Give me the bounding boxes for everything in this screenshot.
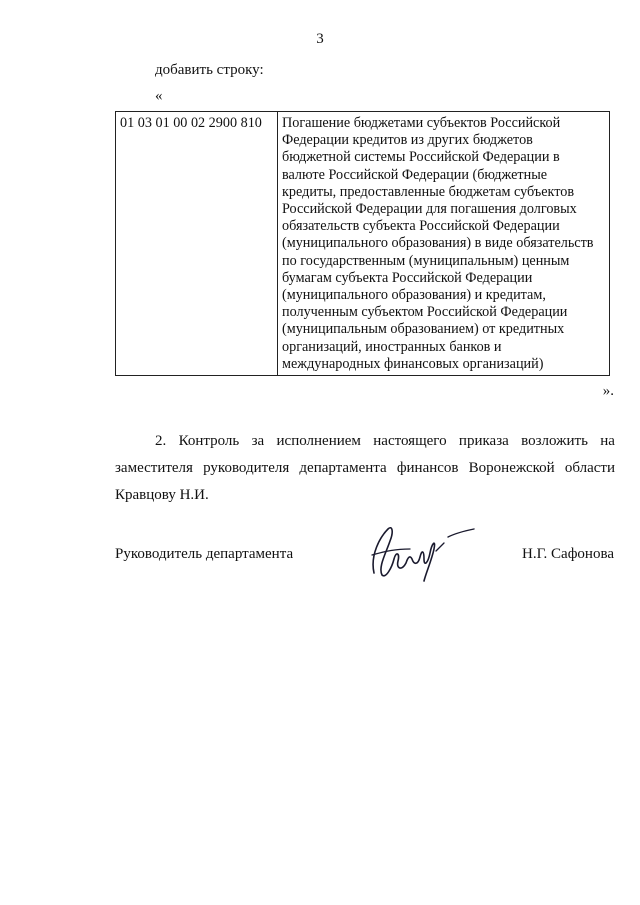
description-line: (муниципальным образованием) от кредитных <box>282 321 565 338</box>
paragraph-word: за <box>251 433 265 449</box>
description-line: (муниципального образования) и кредитам, <box>282 287 546 304</box>
paragraph-word: департамента <box>299 460 387 476</box>
description-line: обязательств субъекта Российской Федерации <box>282 218 560 235</box>
paragraph-line <box>115 455 615 482</box>
paragraph-word: Кравцову Н.И. <box>115 487 209 503</box>
paragraph-word: на <box>600 433 615 449</box>
paragraph-word: руководителя <box>203 460 290 476</box>
description-line: бумагам субъекта Российской Федерации <box>282 269 533 286</box>
order-paragraph <box>115 428 615 509</box>
paragraph-line <box>115 482 615 509</box>
signatory-title: Руководитель департамента <box>115 546 294 562</box>
intro-text: добавить строку: <box>155 62 264 78</box>
description-line: по государственным (муниципальным) ценным <box>282 252 570 269</box>
description-line: бюджетной системы Российской Федерации в <box>282 149 560 166</box>
paragraph-word: 2. <box>155 433 167 449</box>
description-line: (муниципального образования) в виде обязательств <box>282 235 594 252</box>
table-row <box>116 112 610 376</box>
paragraph-word: приказа <box>458 433 509 449</box>
budget-code-cell: 01 03 01 00 02 2900 810 <box>116 112 278 376</box>
paragraph-line <box>115 428 615 455</box>
budget-description-cell <box>278 112 610 376</box>
paragraph-word: исполнением <box>276 433 361 449</box>
paragraph-word: финансов <box>396 460 459 476</box>
signatory-name: Н.Г. Сафонова <box>521 546 614 562</box>
paragraph-word: области <box>564 460 615 476</box>
description-line: валюте Российской Федерации (бюджетные <box>282 166 548 183</box>
budget-code-table <box>115 111 610 376</box>
paragraph-word: заместителя <box>115 460 193 476</box>
closing-quote: ». <box>602 383 614 399</box>
description-line: полученным субъектом Российской Федерации <box>282 304 568 321</box>
description-line: Российской Федерации для погашения долговых <box>282 201 577 218</box>
paragraph-word: возложить <box>521 433 588 449</box>
description-line: Погашение бюджетами субъектов Российской <box>282 115 561 131</box>
description-line: Федерации кредитов из других бюджетов <box>282 132 533 149</box>
paragraph-word: Контроль <box>178 433 240 449</box>
description-line: организаций, иностранных банков и <box>282 338 502 355</box>
handwritten-signature <box>366 515 476 585</box>
description-line: кредиты, предоставленные бюджетам субъектов <box>282 183 575 200</box>
description-line: международных финансовых организаций) <box>282 355 544 372</box>
paragraph-word: Воронежской <box>468 460 555 476</box>
page-number: 3 <box>316 31 324 47</box>
opening-quote: « <box>155 88 163 104</box>
paragraph-word: настоящего <box>373 433 447 449</box>
